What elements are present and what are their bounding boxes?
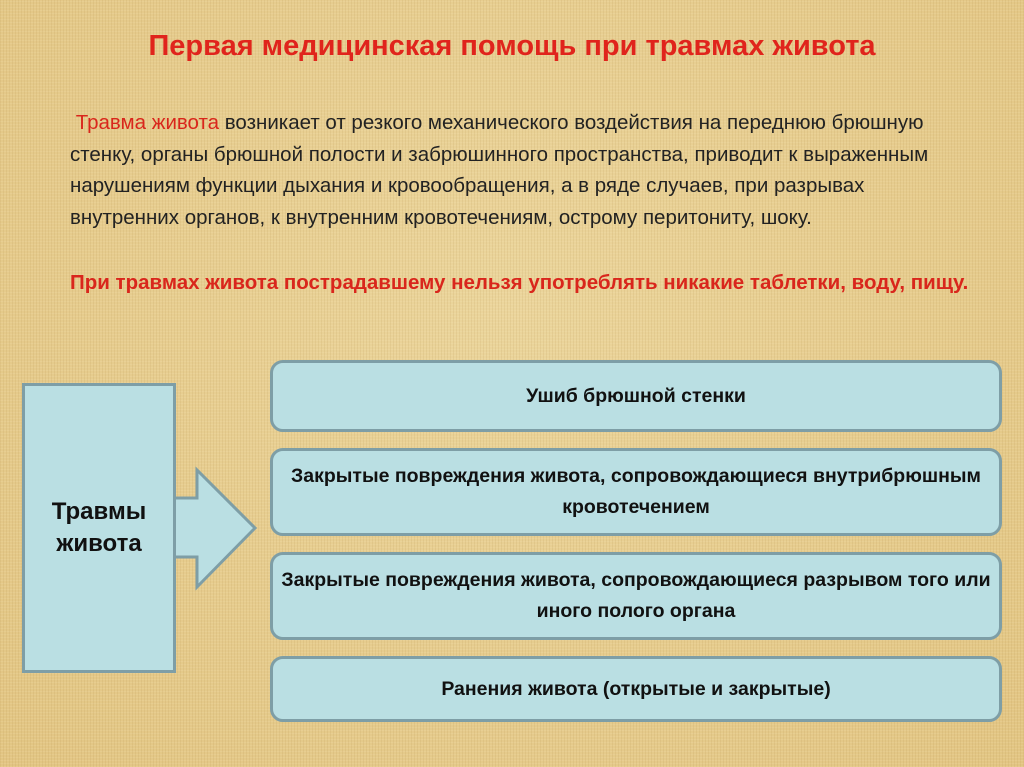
- category-box: Ранения живота (открытые и закрытые): [270, 656, 1002, 722]
- category-box: Ушиб брюшной стенки: [270, 360, 1002, 432]
- category-box: Закрытые повреждения живота, сопровождающиеся внутрибрюшным кровотечением: [270, 448, 1002, 536]
- root-box: Травмы живота: [22, 383, 176, 673]
- warning-text: При травмах живота пострадавшему нельзя употреблять никакие таблетки, воду, пищу.: [70, 271, 969, 294]
- intro-text: возникает от резкого механического воздействия на переднюю брюшную стенку, органы брюшной полости и забрюшинного пространства, приводит к выраженным нарушениям функции дыхания и кровообращения, а в ряде случаев, при разрывах внутренних органов, к внутренним кровотечениям, острому перитониту, шоку.: [70, 111, 929, 229]
- intro-highlight: Травма живота: [75, 111, 220, 134]
- category-box: Закрытые повреждения живота, сопровождающиеся разрывом того или иного полого органа: [270, 552, 1002, 640]
- slide-title: Первая медицинская помощь при травмах живота: [148, 30, 876, 62]
